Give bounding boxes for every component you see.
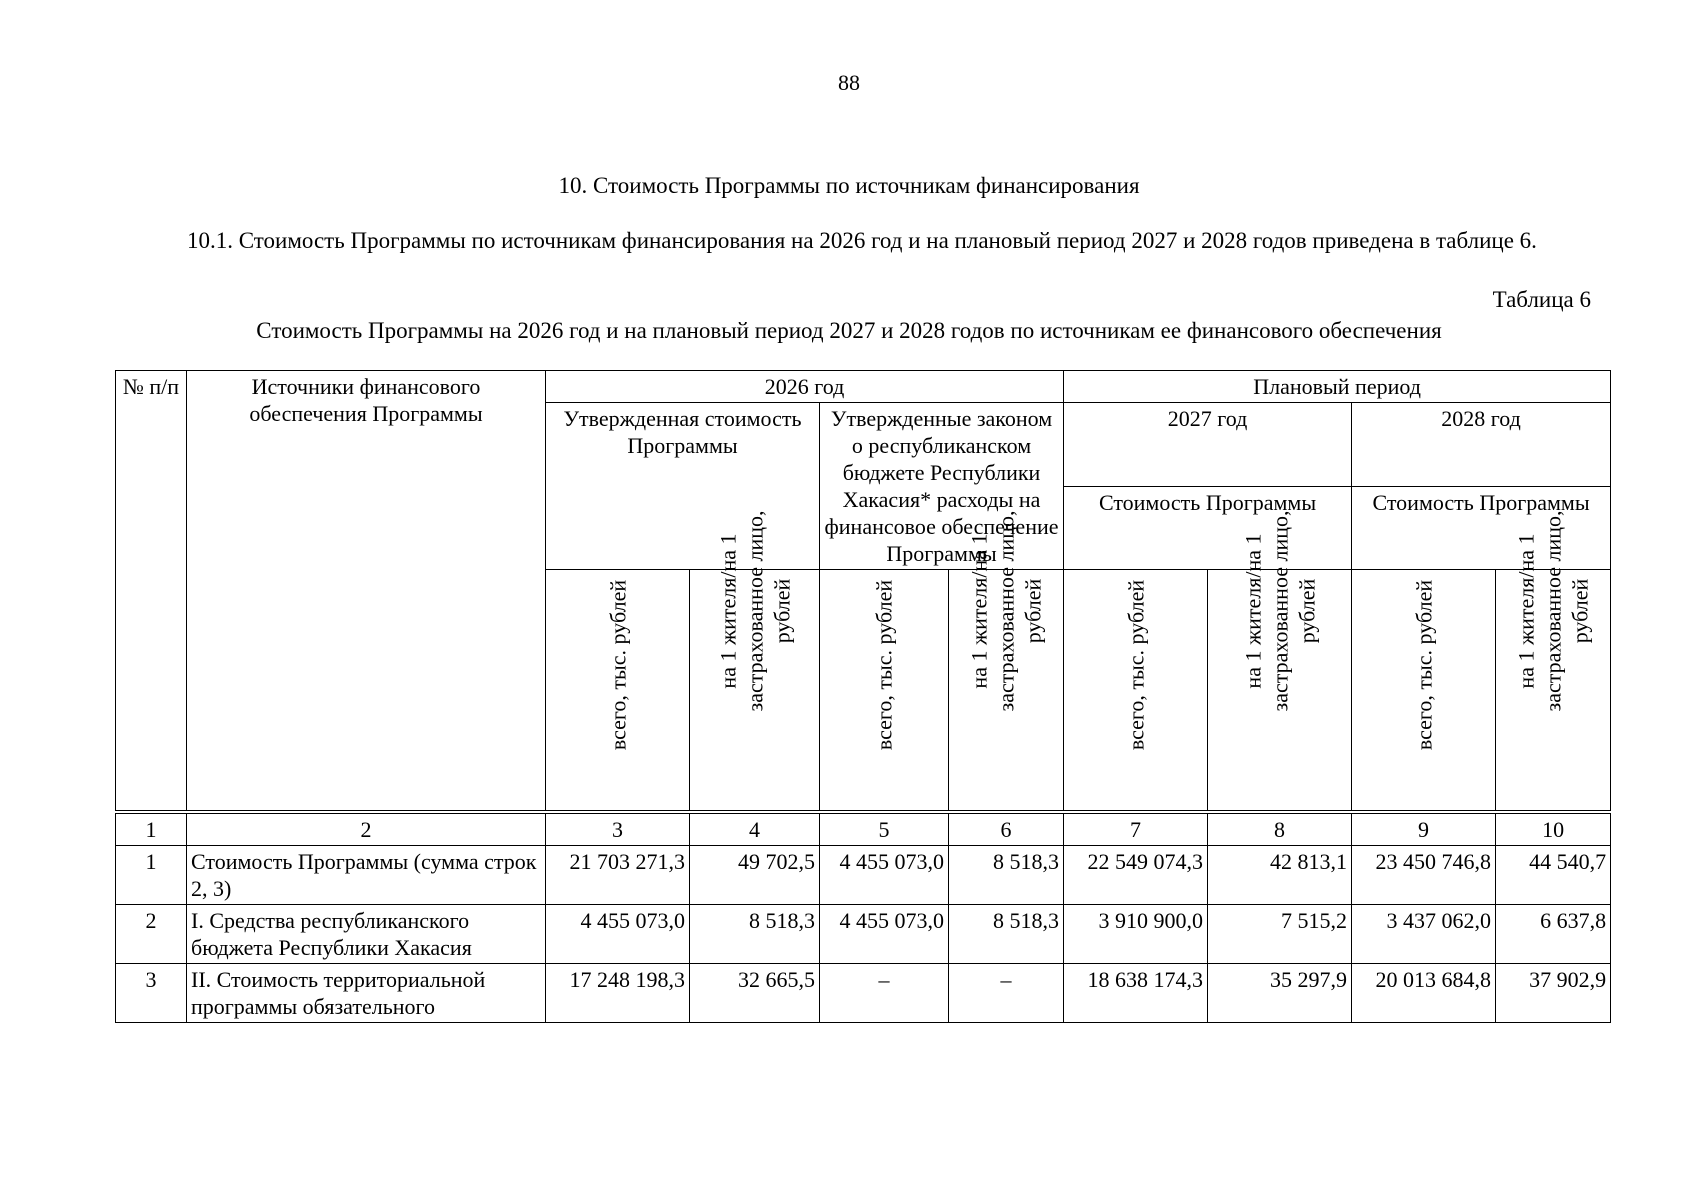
row-value: 8 518,3 [690, 905, 820, 964]
row-value: 4 455 073,0 [820, 846, 949, 905]
header-cost-2027: Стоимость Программы [1064, 486, 1352, 570]
column-number: 10 [1496, 814, 1611, 846]
row-value: 3 437 062,0 [1352, 905, 1496, 964]
row-value: 8 518,3 [949, 905, 1064, 964]
header-cost-2028: Стоимость Программы [1352, 486, 1611, 570]
section-title: 10. Стоимость Программы по источникам финансирования [558, 173, 1140, 198]
rotated-label: на 1 жителя/на 1 застрахованное лицо, рублей [966, 510, 1046, 712]
header-per-person-2028 [1496, 510, 1611, 811]
row-value: 22 549 074,3 [1064, 846, 1208, 905]
row-num: 3 [116, 964, 187, 1023]
column-number: 4 [690, 814, 820, 846]
row-value: 42 813,1 [1208, 846, 1352, 905]
header-approved-cost: Утвержденная стоимость Программы [546, 403, 820, 570]
page-number: 88 [838, 70, 860, 95]
header-year-2027: 2027 год [1064, 403, 1352, 487]
column-number: 7 [1064, 814, 1208, 846]
row-value: 49 702,5 [690, 846, 820, 905]
column-number: 5 [820, 814, 949, 846]
table-row [116, 905, 1611, 964]
header-total-2026-approved [546, 570, 690, 811]
row-value: 35 297,9 [1208, 964, 1352, 1023]
row-value: 32 665,5 [690, 964, 820, 1023]
rotated-label: всего, тыс. рублей [1411, 579, 1437, 751]
row-value: 7 515,2 [1208, 905, 1352, 964]
row-source: Стоимость Программы (сумма строк 2, 3) [187, 846, 546, 905]
header-planned-period: Плановый период [1064, 371, 1611, 403]
header-num: № п/п [116, 371, 187, 811]
row-value: – [949, 964, 1064, 1023]
header-total-2027 [1064, 570, 1208, 811]
header-per-person-2026-law [949, 510, 1064, 811]
row-value: 37 902,9 [1496, 964, 1611, 1023]
row-num: 1 [116, 846, 187, 905]
row-value: 44 540,7 [1496, 846, 1611, 905]
column-number: 2 [187, 814, 546, 846]
column-number: 8 [1208, 814, 1352, 846]
header-total-2026-law [820, 570, 949, 811]
row-value: 21 703 271,3 [546, 846, 690, 905]
row-value: 4 455 073,0 [820, 905, 949, 964]
row-value: 6 637,8 [1496, 905, 1611, 964]
column-number: 6 [949, 814, 1064, 846]
rotated-label: на 1 жителя/на 1 застрахованное лицо, рублей [1240, 510, 1320, 712]
column-number: 3 [546, 814, 690, 846]
rotated-label: всего, тыс. рублей [605, 579, 630, 751]
header-year-2028: 2028 год [1352, 403, 1611, 487]
header-total-2028 [1352, 570, 1496, 811]
table-caption: Стоимость Программы на 2026 год и на плановый период 2027 и 2028 годов по источникам ее финансового обеспечения [256, 318, 1442, 343]
rotated-label: на 1 жителя/на 1 застрахованное лицо, рублей [715, 510, 794, 712]
table-row [116, 964, 1611, 1023]
header-year-2026: 2026 год [546, 371, 1064, 403]
rotated-label: всего, тыс. рублей [871, 579, 897, 751]
column-number: 9 [1352, 814, 1496, 846]
column-number-row [116, 814, 1611, 846]
column-number: 1 [116, 814, 187, 846]
row-value: 23 450 746,8 [1352, 846, 1496, 905]
row-value: 4 455 073,0 [546, 905, 690, 964]
rotated-label: всего, тыс. рублей [1123, 579, 1149, 751]
row-source: II. Стоимость территориальной программы обязательного [187, 964, 546, 1023]
row-value: 17 248 198,3 [546, 964, 690, 1023]
row-value: – [820, 964, 949, 1023]
table-number: Таблица 6 [1492, 287, 1591, 312]
row-value: 3 910 900,0 [1064, 905, 1208, 964]
row-value: 8 518,3 [949, 846, 1064, 905]
header-per-person-2026-approved [690, 510, 820, 811]
header-approved-law: Утвержденные законом о республиканском бюджете Республики Хакасия* расходы на финансовое обеспечение Программы [820, 403, 1064, 570]
row-value: 18 638 174,3 [1064, 964, 1208, 1023]
financing-table [115, 370, 1611, 1023]
rotated-label: на 1 жителя/на 1 застрахованное лицо, рублей [1513, 510, 1593, 712]
row-num: 2 [116, 905, 187, 964]
table-row [116, 846, 1611, 905]
intro-paragraph: 10.1. Стоимость Программы по источникам финансирования на 2026 год и на плановый период 2027 и 2028 годов приведена в таблице 6. [187, 228, 1537, 253]
row-source: I. Средства республиканского бюджета Республики Хакасия [187, 905, 546, 964]
row-value: 20 013 684,8 [1352, 964, 1496, 1023]
header-per-person-2027 [1208, 510, 1352, 811]
header-sources: Источники финансового обеспечения Программы [187, 371, 546, 811]
